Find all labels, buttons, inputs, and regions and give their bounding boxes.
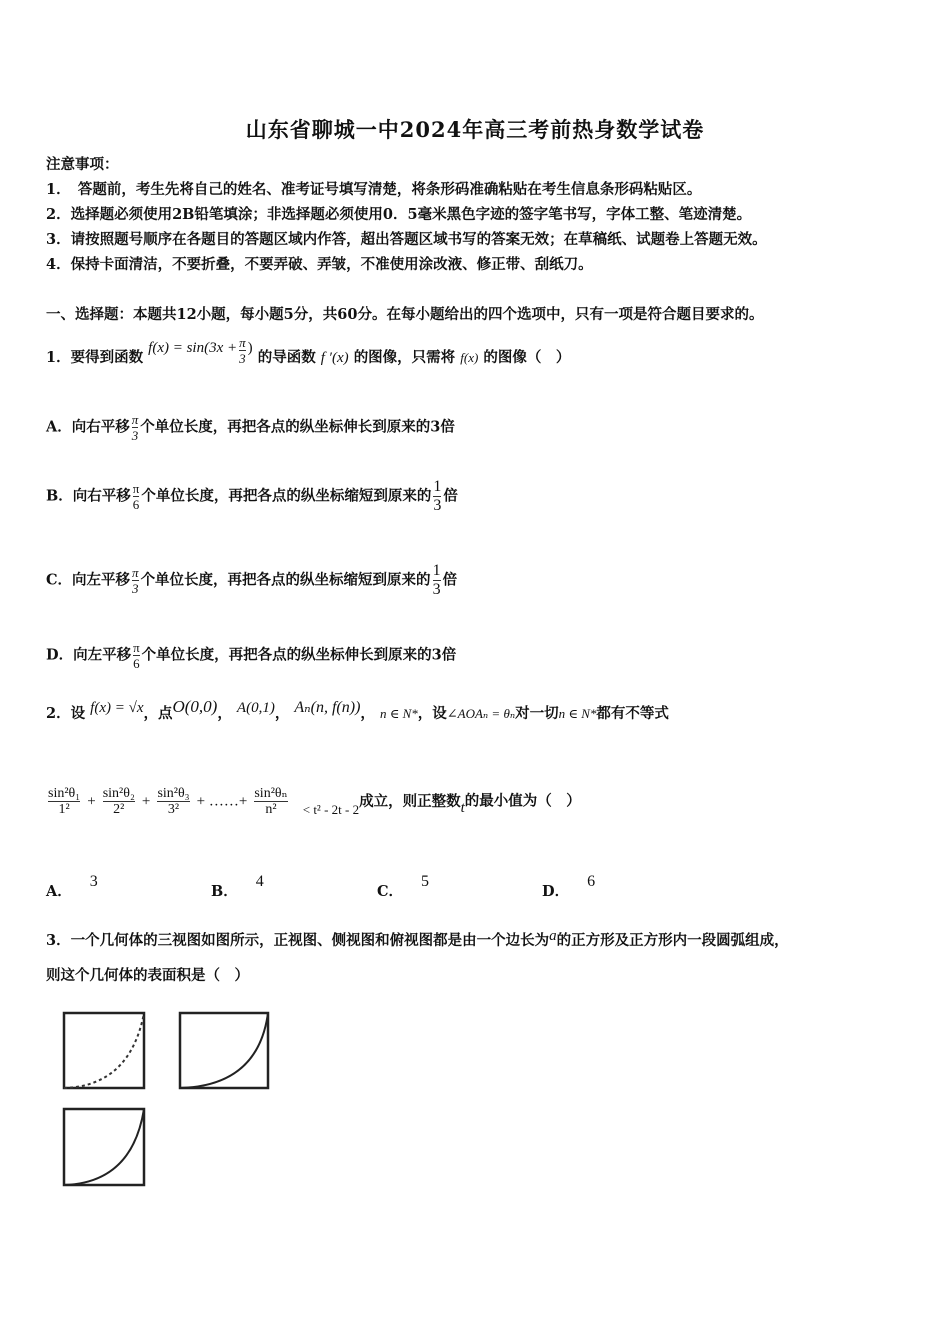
q2-point-an: Aₙ(n, f(n)) (294, 699, 361, 716)
q2-angle: ∠AOAₙ = θₙ (446, 706, 516, 721)
q2-option-b: B．4 (211, 873, 264, 900)
q1-derivative: f ′(x) (320, 350, 349, 366)
q2-term-3: $\frac{\text{sin²θ₃}}{\text{3²}}$ (157, 786, 190, 817)
q1-close-paren: ) (247, 340, 253, 356)
q1-pi-over-3: $\frac{\pi}{3}$ (239, 334, 246, 366)
q1-option-a: A．向右平移 $\frac{\pi}{3}$ 个单位长度，再把各点的纵坐标伸长到原来的3倍 (46, 412, 455, 443)
question-1 (46, 334, 571, 378)
q1-mid2: 的图像，只需将 (353, 349, 456, 366)
question-3-line-1: 3．一个几何体的三视图如图所示，正视图、侧视图和俯视图都是由一个边长为a的正方形及正方形内一段圆弧组成， (46, 928, 789, 949)
q1-lead: 1．要得到函数 (46, 349, 144, 366)
q2-function: f(x) = √x (90, 700, 144, 716)
q2-option-d: D．6 (542, 873, 596, 900)
q1-a-fraction: $\frac{\pi}{3}$ (131, 412, 139, 443)
question-3-line-2: 则这个几何体的表面积是（ ） (46, 967, 249, 984)
q1-c-fraction: $\frac{\pi}{3}$ (132, 565, 139, 596)
q2-point-o: O(0,0) (172, 697, 218, 716)
q1-end: 的图像（ ） (483, 349, 571, 366)
notice-item-4: 4．保持卡面清洁，不要折叠，不要弄破、弄皱，不准使用涂改液、修正带、刮纸刀。 (46, 256, 593, 273)
q3-side-a: a (549, 928, 557, 944)
notice-heading: 注意事项： (46, 156, 119, 173)
q2-rhs: < t² - 2t - 2 (302, 801, 360, 817)
q2-point-a: A(0,1) (236, 700, 275, 716)
q1-option-c: C．向左平移 $\frac{\pi}{3}$ 个单位长度，再把各点的纵坐标缩短到原来的 $\frac{1}{3}$ 倍 (46, 562, 458, 598)
q2-t: t (460, 799, 465, 816)
q1-mid: 的导函数 (257, 349, 316, 366)
q1-b-one-third: $\frac{1}{3}$ (433, 478, 442, 514)
q2-ellipsis: + ……+ (196, 793, 248, 810)
q1-function: f(x) = sin(3x + (148, 340, 238, 356)
q2-n-domain-2: n ∈ N* (558, 706, 597, 721)
q2-plus-2: + (141, 793, 151, 810)
notice-item-2: 2．选择题必须使用2B铅笔填涂；非选择题必须使用0．5毫米黑色字迹的签字笔书写，字体工整、笔迹清楚。 (46, 206, 752, 223)
q1-c-one-third: $\frac{1}{3}$ (432, 562, 441, 598)
q1-d-fraction: $\frac{\pi}{6}$ (133, 640, 140, 671)
page-title: 山东省聊城一中2024年高三考前热身数学试卷 (245, 117, 705, 142)
q2-term-2: $\frac{\text{sin²θ₂}}{\text{2²}}$ (102, 786, 135, 817)
q2-option-a: A．3 (46, 873, 98, 900)
question-2: 2．设 f(x) = √x，点O(0,0)， A(0,1)， Aₙ(n, f(n))， n ∈ N*，设∠AOAₙ = θₙ对一切n ∈ N*都有不等式 (46, 697, 669, 722)
section-heading: 一、选择题：本题共12小题，每小题5分，共60分。在每小题给出的四个选项中，只有一项是符合题目要求的。 (46, 306, 764, 323)
q1-option-d: D．向左平移 $\frac{\pi}{6}$ 个单位长度，再把各点的纵坐标伸长到原来的3倍 (46, 640, 457, 671)
q1-fx: f(x) (460, 350, 479, 365)
top-view-figure (60, 1106, 148, 1188)
q2-term-n: $\frac{\text{sin²θₙ}}{\text{n²}}$ (254, 786, 288, 817)
q1-b-fraction: $\frac{\pi}{6}$ (132, 481, 140, 512)
q2-term-1: $\frac{\text{sin²θ₁}}{\text{1²}}$ (48, 786, 81, 817)
front-view-figure (60, 1010, 150, 1092)
q1-option-b: B．向右平移 $\frac{\pi}{6}$ 个单位长度，再把各点的纵坐标缩短到原来的 $\frac{1}{3}$ 倍 (46, 478, 458, 514)
q2-option-c: C．5 (377, 873, 430, 900)
notice-item-3: 3．请按照题号顺序在各题目的答题区域内作答，超出答题区域书写的答案无效；在草稿纸、试题卷上答题无效。 (46, 231, 767, 248)
side-view-figure (176, 1010, 272, 1092)
q2-plus-1: + (87, 793, 96, 810)
q2-inequality: $\frac{\text{sin²θ₁}}{\text{1²}}$ + $\frac{\text{sin²θ₂}}{\text{2²}}$ + $\frac{\text{sin²θ₃}}{\text{3²}}$ + ……+ $\frac{\text{sin²θₙ}}{\text{n²}}$ < t² - 2t - 2成立，则正整数t的最小值为（ ） (48, 786, 581, 817)
notice-item-1: 1． 答题前，考生先将自己的姓名、准考证号填写清楚，将条形码准确粘贴在考生信息条形码粘贴区。 (46, 181, 702, 198)
q2-n-domain: n ∈ N* (379, 706, 418, 721)
